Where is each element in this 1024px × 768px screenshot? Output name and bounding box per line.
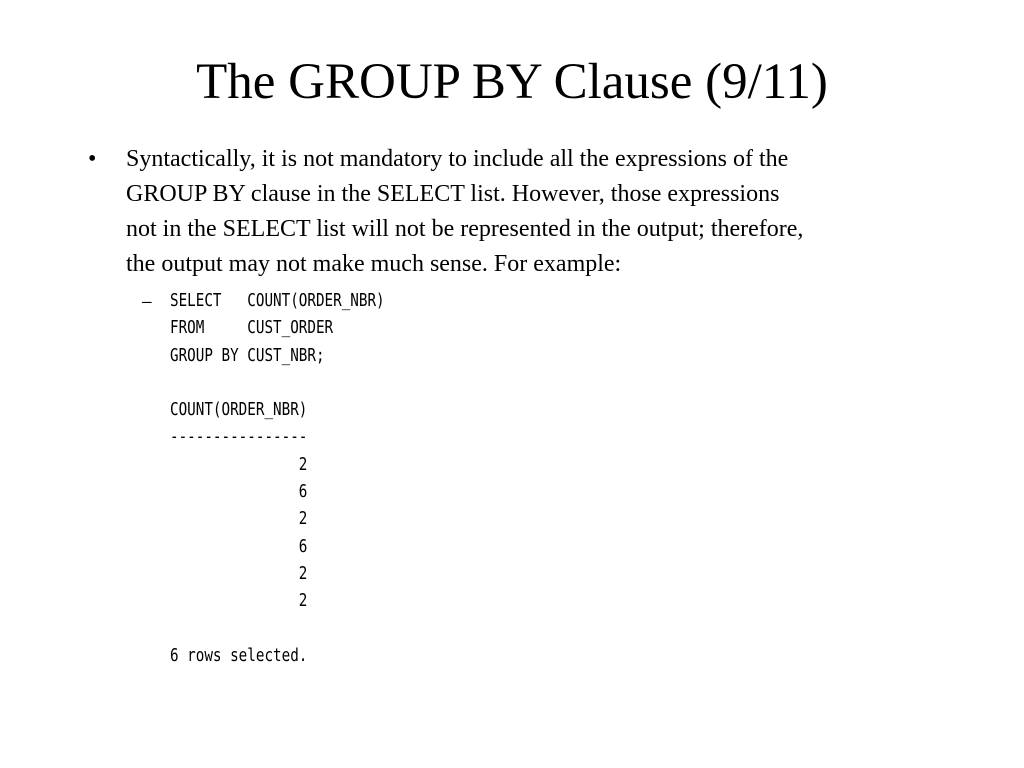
result-row: 6 [170, 482, 308, 503]
sql-code-block [170, 288, 385, 670]
code-line: SELECT COUNT(ORDER_NBR) [170, 291, 385, 311]
result-row: 2 [170, 509, 308, 530]
sub-bullet [142, 288, 432, 670]
result-row: 6 [170, 536, 308, 557]
result-row: 2 [170, 563, 308, 584]
result-row: 2 [170, 454, 308, 475]
result-separator: ---------------- [170, 427, 308, 448]
bullet-line: Syntactically, it is not mandatory to include all the expressions of the [126, 146, 789, 172]
code-line [170, 370, 385, 397]
result-row: 2 [170, 591, 308, 612]
code-line: GROUP BY CUST_NBR; [170, 345, 325, 366]
slide-title: The GROUP BY Clause (9/11) [196, 54, 828, 110]
row-count-message: 6 rows selected. [170, 645, 308, 666]
bullet-marker: • [88, 146, 97, 172]
code-line [170, 616, 385, 643]
bullet-line: not in the SELECT list will not be represented in the output; therefore, [126, 216, 804, 242]
bullet-text [126, 142, 948, 282]
bullet-line: GROUP BY clause in the SELECT list. However, those expressions [126, 181, 780, 207]
result-header: COUNT(ORDER_NBR) [170, 400, 308, 421]
code-line: FROM CUST_ORDER [170, 318, 334, 339]
bullet-point [88, 142, 948, 282]
bullet-line: the output may not make much sense. For example: [126, 251, 622, 277]
sub-bullet-marker: – [142, 292, 152, 311]
